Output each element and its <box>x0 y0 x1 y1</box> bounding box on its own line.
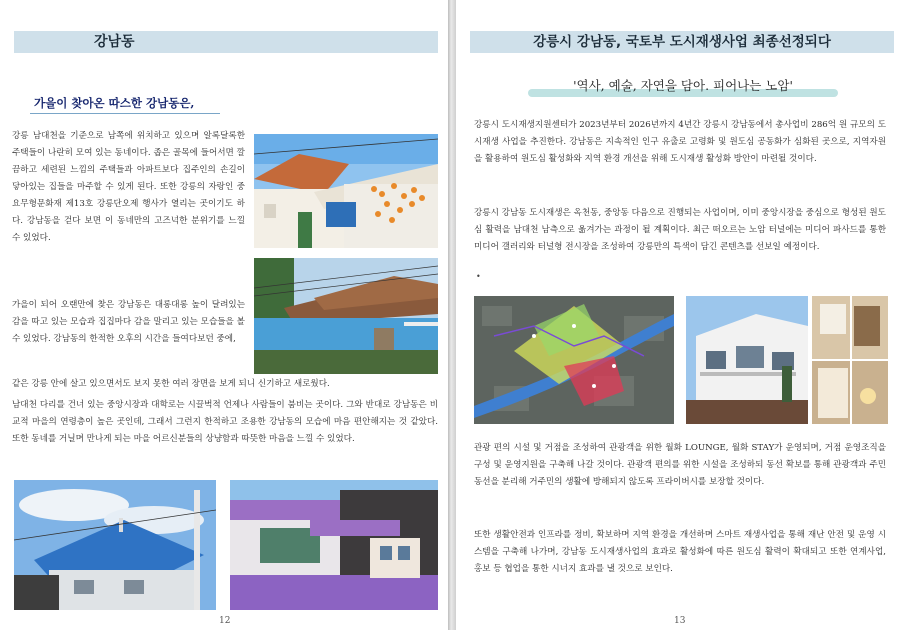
paragraph-3: 같은 강릉 안에 살고 있으면서도 보지 못한 여러 장면을 보게 되니 신기하고 새로웠다. <box>12 379 330 389</box>
paragraph-2: 강릉시 강남동 도시재생은 옥천동, 중앙동 다음으로 진행되는 사업이며, 이미 중앙시장을 중심으로 형성된 원도심 활력을 남대천 남측으로 옮겨가는 과정이 될 계획이다. 최근 떠오르는 노암 터널에는 미디어 파사드를 통한 미디어 갤러리와 터널형 전시장을 조성하여 강릉만의 특색이 담긴 콘텐츠를 선보일 예정이다. <box>474 208 886 252</box>
right-page <box>456 0 900 630</box>
section-subtitle-text: 가을이 찾아온 따스한 강남동은, <box>34 96 195 110</box>
paragraph-1: 강릉 남대천을 기준으로 남쪽에 위치하고 있으며 알록달록한 주택들이 나란히 모여 있는 동네이다. 좁은 골목에 들어서면 깔끔하고 세련된 느낌의 주택들과 아파트보다 집주인의 손길이 닿아있는 집들을 마주할 수 있게 된다. 또한 강릉의 자랑인 중요무형문화재 제13호 강릉단오제 행사가 열리는 곳이기도 하다. 강남동을 걷다 보면 이 동네만의 고즈넉한 분위기를 느낄 수 있었다. <box>12 131 245 243</box>
blue-roof-church-photo <box>14 480 216 610</box>
regeneration-map-image <box>474 296 674 424</box>
house-persimmons-photo <box>254 134 438 248</box>
paragraph-4: 또한 생활안전과 인프라를 정비, 확보하며 지역 환경을 개선하며 스마트 재생사업을 통해 재난 안전 및 운영 시스템을 구축해 나가며, 강남동 도시재생사업의 효과로 활성화에 따른 원도심 활력이 확대되고 또한 연계사업, 홍보 등 협업을 통한 시너지 효과를 낼 것으로 보인다. <box>474 530 886 574</box>
paragraph-4: 남대천 다리를 건너 있는 중앙시장과 대학로는 시끌벅적 언제나 사람들이 붐비는 곳이다. 그와 반대로 강남동은 비교적 마을의 연령층이 높은 곳인데, 그래서 그런지 한적하고 조용한 강남동의 모습에 마음 편안해지는 것 같았다. 또한 동네를 거닐며 만나게 되는 마을 어르신분들의 상냥함과 따뜻한 마음을 느낄 수 있었다. <box>12 400 438 444</box>
paragraph-3: 관광 편의 시설 및 거점을 조성하여 관광객을 위한 월화 LOUNGE, 월화 STAY가 운영되며, 거점 운영조직을 구성 및 운영지원을 구축해 나갈 것이다. 관광객 편의를 위한 시설을 조성하되 동선 확보를 통해 관광객과 주민 동선을 분리해 거주민의 생활에 방해되지 않도록 프라이버시를 보장할 것이다. <box>474 443 886 487</box>
paragraph-2: 가을이 되어 오랜만에 찾은 강남동은 대롱대롱 높이 달려있는 감을 따고 있는 모습과 집집마다 감을 말리고 있는 모습들을 볼 수 있었다. 강남동의 한적한 오후의 시간을 들여다보던 중에, <box>12 300 245 344</box>
page-number: 12 <box>219 616 231 626</box>
left-page <box>0 0 448 630</box>
interior-collage-photo <box>812 296 888 424</box>
paragraph-1: 강릉시 도시재생지원센터가 2023년부터 2026년까지 4년간 강릉시 강남동에서 총사업비 286억 원 규모의 도시재생 사업을 추진한다. 강남동은 지속적인 인구 유출로 고령화 및 원도심 공동화가 심화된 곳으로, 지역자원을 활용하여 원도심 활성화와 지역 환경 개선을 위해 도시재생 활성화 방안이 마련될 것이다. <box>474 120 886 164</box>
subtitle-underline <box>30 113 220 114</box>
blue-wall-house-photo <box>254 258 438 374</box>
page-gutter <box>448 0 456 630</box>
page-title-bar <box>470 31 894 53</box>
page-title: 강남동 <box>94 34 135 50</box>
purple-house-photo <box>230 480 438 610</box>
renovated-building-photo <box>686 296 808 424</box>
section-subtitle-text: '역사, 예술, 자연을 담아. 피어나는 노암' <box>573 78 793 93</box>
section-subtitle <box>528 76 838 100</box>
section-subtitle <box>34 95 224 115</box>
bullet-marker: • <box>476 272 481 281</box>
page-title-bar <box>14 31 438 53</box>
page-title: 강릉시 강남동, 국토부 도시재생사업 최종선정되다 <box>533 34 831 50</box>
page-number: 13 <box>674 616 686 626</box>
